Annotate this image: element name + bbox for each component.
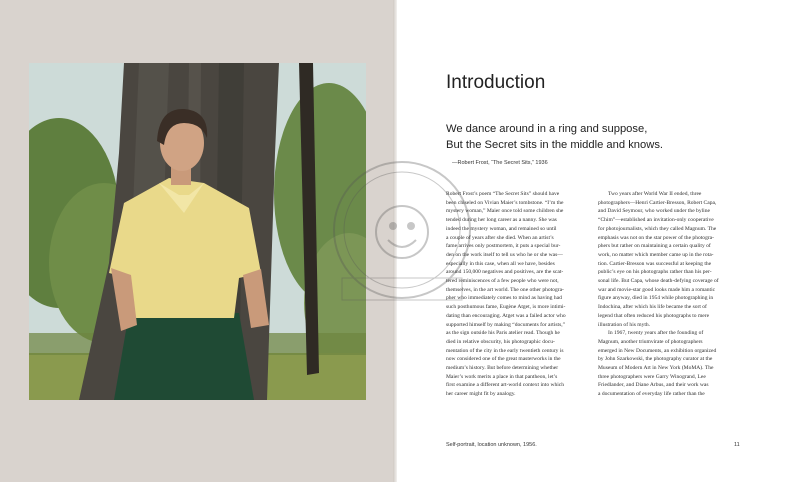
- epigraph-attribution: —Robert Frost, “The Secret Sits,” 1936: [452, 160, 548, 166]
- epigraph: [446, 121, 746, 153]
- text-line: indeed the mystery woman, and remained so until: [446, 225, 557, 232]
- text-line: Robert Frost’s poem “The Secret Sits” should have: [446, 191, 560, 197]
- photo-caption: Self-portrait, location unknown, 1956.: [446, 442, 537, 448]
- text-line: “Chim”—established an invitation-only cooperative: [598, 217, 714, 224]
- text-line: a documentation of everyday life rather than the: [598, 391, 705, 398]
- text-line: dating than encouraging. Atget was a failed actor who: [446, 312, 566, 319]
- text-line: war and movie-star good looks made him a romantic: [598, 286, 716, 293]
- self-portrait-photo: [29, 63, 366, 400]
- text-line: especially in this case, when all we have, besides: [446, 260, 555, 267]
- text-line: first examine a different art-world context into which: [446, 382, 565, 389]
- text-line: legend that often reduced his photographs to mere: [598, 312, 710, 319]
- text-line: supported himself by making “documents for artists,”: [446, 321, 566, 328]
- text-line: been chiseled on Vivian Maier’s tombstone. “I’m the: [446, 199, 564, 206]
- text-line: Maier’s work merits a place in that pantheon, let’s: [446, 373, 558, 380]
- text-line: public’s eye on his photographs rather than his per-: [598, 269, 712, 276]
- text-line: In 1967, twenty years after the founding of: [608, 330, 704, 337]
- page-number: 11: [734, 442, 740, 448]
- text-line: by John Szarkowski, the photography curator at the: [598, 356, 713, 363]
- text-line: Museum of Modern Art in New York (MoMA). The: [598, 365, 714, 372]
- text-line: Friedlander, and Diane Arbus, and their work was: [598, 382, 709, 389]
- text-line: Indochina, after which his life became the sort of: [598, 304, 707, 311]
- text-line: photographers—Henri Cartier-Bresson, Robert Capa,: [598, 199, 717, 206]
- text-line: pher who immediately comes to mind as having had: [446, 295, 562, 302]
- text-line: as the sign outside his Paris atelier read. Though he: [446, 330, 560, 337]
- text-line: sonal life. But Capa, whose death-defying coverage of: [598, 278, 719, 285]
- text-line: Magnum, another triumvirate of photographers: [598, 338, 703, 345]
- text-line: emphasis was not on the star power of the photogra-: [598, 234, 714, 241]
- photo-illustration: [29, 63, 366, 400]
- text-line: illustration of his myth.: [598, 321, 651, 328]
- text-line: mentation of the city in the early twentieth century is: [446, 347, 564, 354]
- body-column-2: [598, 190, 743, 399]
- text-line: died in relative obscurity, his photographic docu-: [446, 338, 555, 345]
- epigraph-line: We dance around in a ring and suppose,: [446, 123, 648, 135]
- text-line: fame arrives only postmortem, it puts a special bur-: [446, 243, 561, 250]
- text-line: and David Seymour, who worked under the byline: [598, 208, 710, 215]
- text-line: such posthumous fame, Eugène Atget, is more intimi-: [446, 304, 566, 311]
- chapter-title: Introduction: [446, 72, 546, 93]
- text-line: three photographers were Garry Winogrand, Lee: [598, 373, 706, 380]
- text-line: phers but rather on maintaining a certain quality of: [598, 243, 711, 250]
- text-line: a couple of years after she died. When an artist’s: [446, 234, 554, 241]
- text-line: around 150,000 negatives and positives, are the scat-: [446, 269, 564, 276]
- epigraph-line: But the Secret sits in the middle and knows.: [446, 139, 664, 151]
- text-line: figure anyway, died in 1954 while photographing in: [598, 295, 714, 302]
- body-column-1: [446, 190, 591, 399]
- text-line: Two years after World War II ended, three: [608, 191, 702, 197]
- text-line: medium’s history. But before determining whether: [446, 365, 559, 372]
- text-line: tion. Cartier-Bresson was successful at keeping the: [598, 260, 712, 267]
- text-line: tered reminiscences of a few people who were not,: [446, 278, 559, 285]
- text-line: emerged in New Documents, an exhibition organized: [598, 347, 717, 354]
- text-line: work, no matter which member came up in the rota-: [598, 251, 714, 258]
- text-line: den on the work itself to tell us who he or she was—: [446, 251, 563, 258]
- text-line: now considered one of the great masterworks in the: [446, 356, 561, 363]
- text-line: mystery woman,” Maier once told some children she: [446, 208, 564, 215]
- text-line: tended during her long career as a nanny. She was: [446, 217, 557, 224]
- text-line: her career might fit by analogy.: [446, 391, 516, 398]
- text-line: themselves, in the art world. The one other photogra-: [446, 286, 564, 293]
- text-line: for photojournalists, which they called Magnum. The: [598, 225, 717, 232]
